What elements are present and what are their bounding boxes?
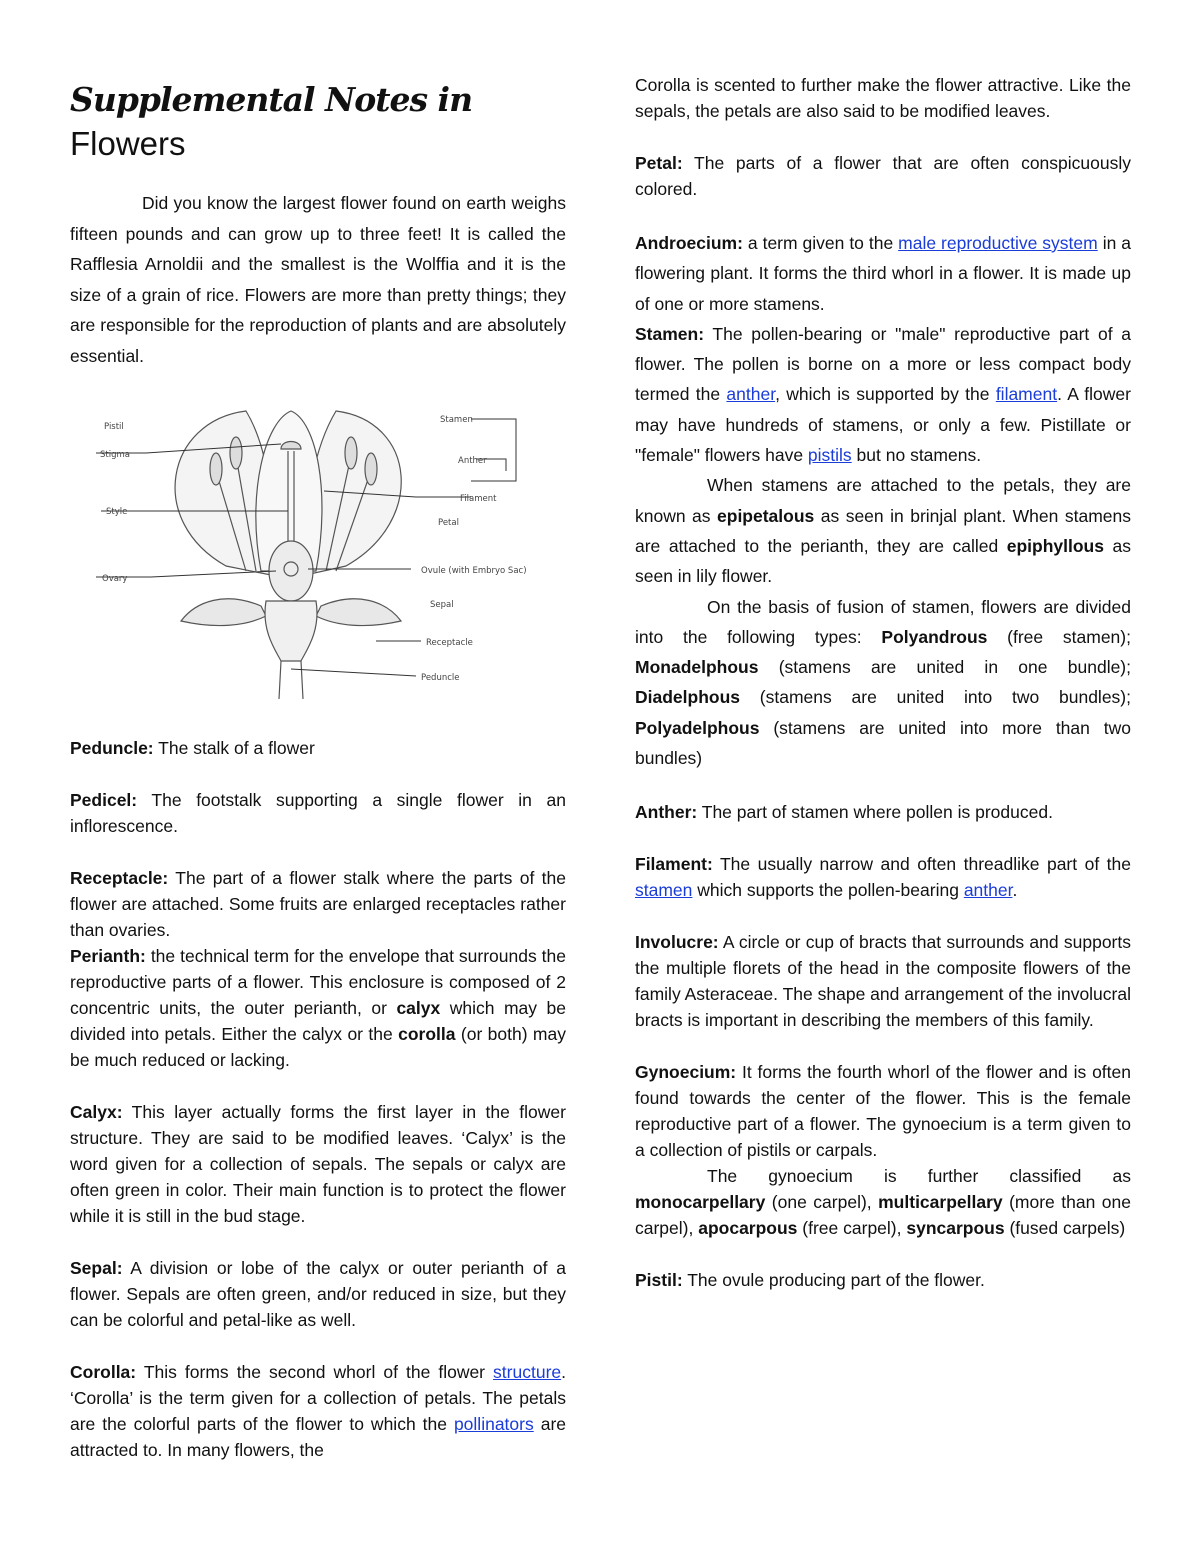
right-column xyxy=(635,72,1131,1293)
label-stigma: Stigma xyxy=(100,450,130,460)
intro-paragraph: Did you know the largest flower found on earth weighs fifteen pounds and can grow up to three feet! It is called the Rafflesia Arnoldii and the smallest is the Wolffia and it is the size of a grain of rice. Flowers are more than pretty things; they are responsible for the reproduction of plants and are absolutely essential. xyxy=(70,193,566,366)
def-sepal: Sepal: A division or lobe of the calyx or outer perianth of a flower. Sepals are often green, and/or reduced in size, but they can be colorful and petal-like as well. xyxy=(70,1258,566,1330)
stamen-attachment: When stamens are attached to the petals, they are known as epipetalous as seen in brinjal plant. When stamens are attached to the perianth, they are called epiphyllous as seen in lily flower. xyxy=(635,475,1131,587)
flower-diagram-svg xyxy=(76,401,536,701)
def-pistil: Pistil: The ovule producing part of the flower. xyxy=(635,1270,985,1291)
stamen-fusion: On the basis of fusion of stamen, flowers are divided into the following types: Polyandrous (free stamen); Monadelphous (stamens are united in one bundle); Diadelphous (stamens are united into two bundles); Polyadelphous (stamens are united into more than two bundles) xyxy=(635,596,1131,769)
label-ovule: Ovule (with Embryo Sac) xyxy=(421,566,527,576)
link-structure[interactable]: structure xyxy=(493,1362,562,1382)
def-filament: Filament: The usually narrow and often threadlike part of the stamen which supports the pollen-bearing anther. xyxy=(635,854,1131,901)
link-stamen[interactable]: stamen xyxy=(635,880,693,901)
label-anther: Anther xyxy=(458,456,487,466)
label-receptacle: Receptacle xyxy=(426,638,473,648)
title-plain: Flowers xyxy=(70,125,186,162)
gynoecium-classification: The gynoecium is further classified as monocarpellary (one carpel), multicarpellary (more than one carpel), apocarpous (free carpel), syncarpous (fused carpels) xyxy=(635,1166,1131,1239)
def-petal: Petal: The parts of a flower that are often conspicuously colored. xyxy=(635,153,1131,199)
def-calyx: Calyx: This layer actually forms the first layer in the flower structure. They are said to be modified leaves. ‘Calyx’ is the word given for a collection of sepals. The sepals or calyx are often green in color. Their main function is to protect the flower while it is still in the bud stage. xyxy=(70,1102,566,1226)
label-style: Style xyxy=(106,507,128,517)
link-pollinators[interactable]: pollinators xyxy=(453,1414,534,1434)
link-male-reproductive-system[interactable]: male reproductive system xyxy=(898,233,1098,253)
def-anther: Anther: The part of stamen where pollen is produced. xyxy=(635,802,1053,823)
left-column xyxy=(70,78,566,1463)
label-peduncle: Peduncle xyxy=(421,673,460,683)
def-androecium: Androecium: a term given to the male reproductive system in a flowering plant. It forms the third whorl in a flower. It is made up of one or more stamens. xyxy=(635,233,1131,314)
label-petal: Petal xyxy=(438,518,459,528)
def-gynoecium: Gynoecium: It forms the fourth whorl of the flower and is often found towards the center of the flower. This is the female reproductive part of a flower. The gynoecium is a term given to a collection of pistils or carpals. xyxy=(635,1062,1131,1161)
def-corolla: Corolla: This forms the second whorl of the flower structure. ‘Corolla’ is the term given for a collection of petals. The petals are the colorful parts of the flower to which the pollinators are attracted to. In many flowers, the xyxy=(70,1362,567,1460)
label-stamen: Stamen xyxy=(440,415,473,425)
label-pistil: Pistil xyxy=(104,422,124,432)
link-filament[interactable]: filament xyxy=(995,384,1058,405)
link-anther[interactable]: anther xyxy=(726,384,776,405)
title-italic: Supplemental Notes in xyxy=(70,80,473,119)
label-sepal: Sepal xyxy=(430,600,454,610)
link-pistils[interactable]: pistils xyxy=(807,445,852,466)
link-anther-2[interactable]: anther xyxy=(963,880,1013,901)
def-pedicel: Pedicel: The footstalk supporting a single flower in an inflorescence. xyxy=(70,790,566,836)
def-peduncle: Peduncle: The stalk of a flower xyxy=(70,738,315,758)
def-involucre: Involucre: A circle or cup of bracts that surrounds and supports the multiple florets of the head in the composite flowers of the family Asteraceae. The shape and arrangement of the involucral bracts is important in describing the members of this family. xyxy=(635,932,1131,1031)
label-filament: Filament xyxy=(460,494,497,504)
def-stamen: Stamen: The pollen-bearing or "male" reproductive part of a flower. The pollen is borne on a more or less compact body termed the anther, which is supported by the filament. A flower may have hundreds of stamens, or only a few. Pistillate or "female" flowers have pistils but no stamens. xyxy=(635,323,1131,466)
page-title xyxy=(70,78,566,166)
flower-diagram xyxy=(76,401,536,701)
def-perianth: Perianth: the technical term for the envelope that surrounds the reproductive parts of a flower. This enclosure is composed of 2 concentric units, the outer perianth, or calyx which may be divided into petals. Either the calyx or the corolla (or both) may be much reduced or lacking. xyxy=(70,946,567,1070)
label-ovary: Ovary xyxy=(102,574,128,584)
corolla-continued: Corolla is scented to further make the flower attractive. Like the sepals, the petals are also said to be modified leaves. xyxy=(635,75,1131,121)
def-receptacle: Receptacle: The part of a flower stalk where the parts of the flower are attached. Some fruits are enlarged receptacles rather than ovaries. xyxy=(70,868,566,940)
